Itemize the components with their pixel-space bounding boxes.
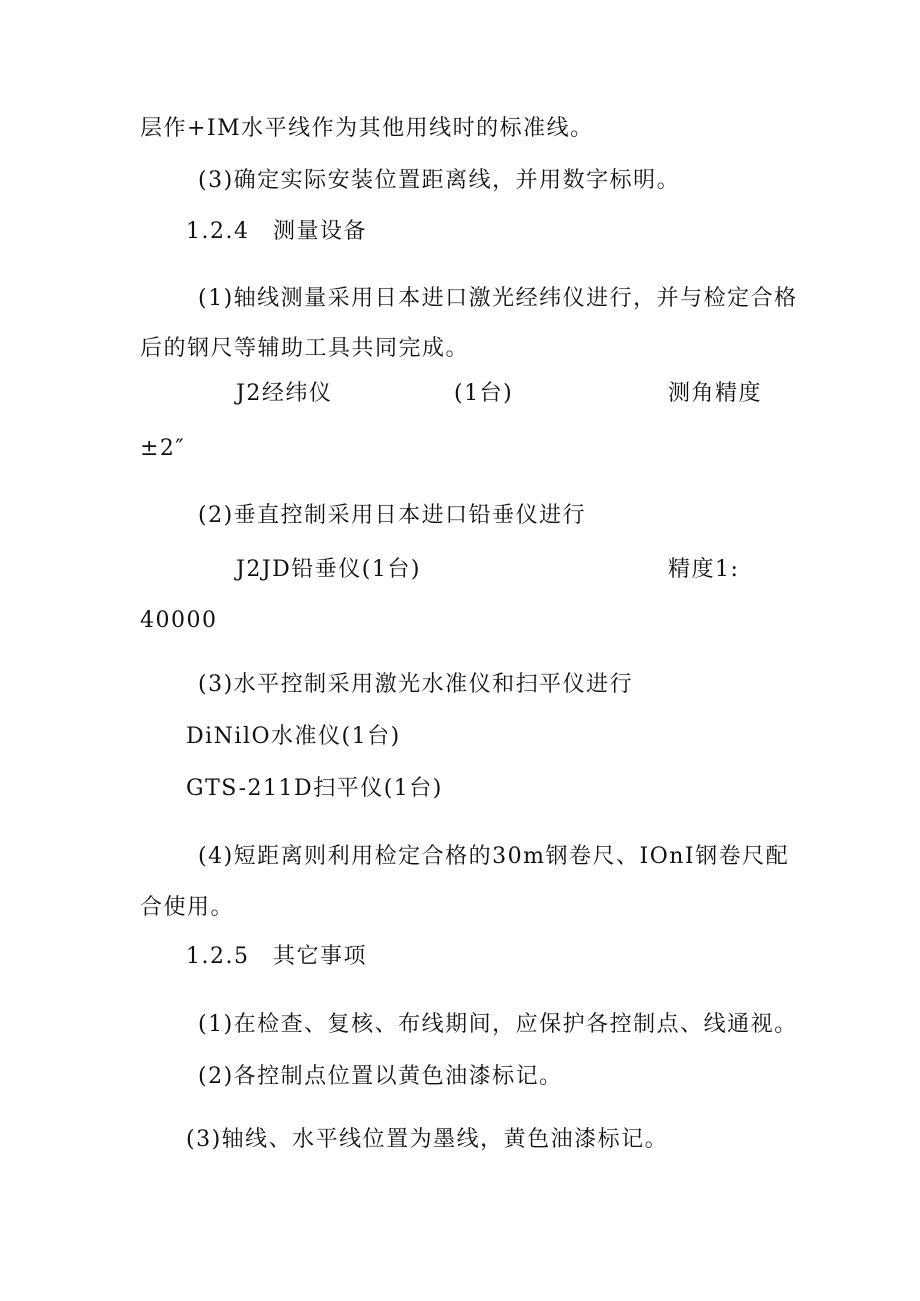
section-heading: 1.2.4 测量设备	[186, 219, 367, 244]
text-line: (3)轴线、水平线位置为墨线，黄色油漆标记。	[186, 1127, 669, 1152]
instrument-precision: 精度1:	[668, 557, 740, 582]
text-line: (4)短距离则利用检定合格的30m钢卷尺、IOnI钢卷尺配	[198, 844, 790, 869]
instrument-name: J2JD铅垂仪(1台)	[236, 557, 421, 582]
text-line: (2)垂直控制采用日本进口铅垂仪进行	[198, 503, 587, 528]
text-line: 40000	[140, 608, 218, 633]
text-line: (3)水平控制采用激光水准仪和扫平仪进行	[198, 672, 634, 697]
text-line: 合使用。	[140, 895, 235, 920]
instrument-name: DiNilO水准仪(1台)	[186, 724, 401, 749]
text-line: (1)轴线测量采用日本进口激光经纬仪进行，并与检定合格	[198, 286, 798, 311]
instrument-precision: 测角精度	[668, 381, 763, 406]
section-heading: 1.2.5 其它事项	[186, 944, 367, 969]
text-line: 后的钢尺等辅助工具共同完成。	[140, 336, 470, 361]
text-line: (3)确定实际安装位置距离线，并用数字标明。	[198, 168, 681, 193]
text-line: (2)各控制点位置以黄色油漆标记。	[198, 1064, 563, 1089]
text-line: ±2″	[140, 436, 186, 461]
text-line: 层作+IM水平线作为其他用线时的标准线。	[140, 116, 594, 141]
instrument-name: GTS-211D扫平仪(1台)	[186, 776, 443, 801]
instrument-count: (1台)	[454, 381, 514, 406]
instrument-name: J2经纬仪	[236, 381, 333, 406]
text-line: (1)在检查、复核、布线期间，应保护各控制点、线通视。	[198, 1012, 798, 1037]
